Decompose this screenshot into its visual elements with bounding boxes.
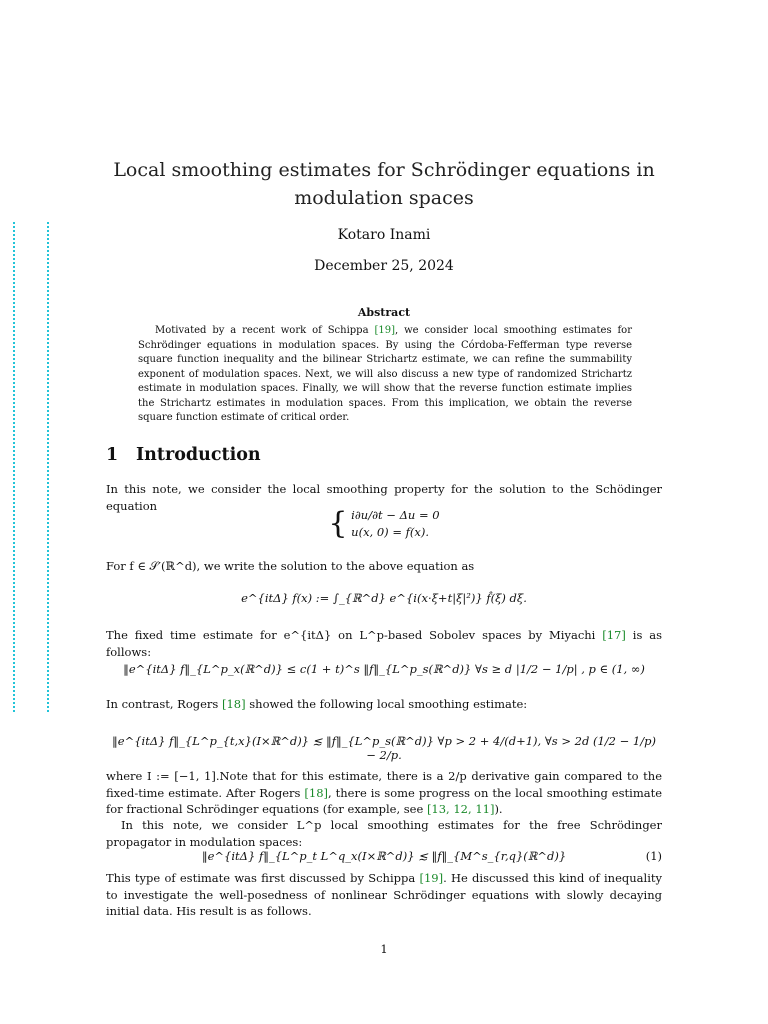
citation-link[interactable]: [13, 12, 11] — [426, 802, 495, 816]
paragraph-modulation: In this note, we consider L^p local smoothing estimates for the free Schrödinger propagator in modulation spaces: — [106, 818, 662, 849]
p5-text-c: ). — [494, 802, 503, 816]
section-number: 1 — [106, 445, 119, 465]
p4-text-a: In contrast, Rogers — [106, 697, 222, 711]
paragraph-progress — [106, 768, 662, 818]
equation-number: (1) — [645, 849, 662, 863]
citation-link[interactable]: [18] — [222, 697, 246, 711]
p3-text-b: is as follows: — [106, 628, 662, 659]
paper-title — [110, 156, 658, 212]
paragraph-rogers — [106, 696, 662, 713]
equation-cases — [106, 506, 662, 541]
paragraph-intro: In this note, we consider the local smoothing property for the solution to the Schödinger equation — [106, 482, 662, 513]
brace: { — [328, 506, 348, 541]
citation-link[interactable]: [19] — [374, 325, 395, 336]
citation-link[interactable]: [17] — [602, 628, 626, 642]
equation-main-body: ‖e^{itΔ} f‖_{L^p_t L^q_x(I×ℝ^d)} ≲ ‖f‖_{M^s_{r,q}(ℝ^d)} — [201, 849, 567, 863]
paragraph-fixed-time — [106, 627, 662, 660]
p3-text-a: The fixed time estimate for e^{itΔ} on L^p-based Sobolev spaces by Miyachi — [106, 628, 603, 642]
case-1: i∂u/∂t − Δu = 0 — [351, 507, 440, 522]
abstract-text-a: Motivated by a recent work of Schippa — [155, 325, 375, 336]
abstract-text-b: , we consider local smoothing estimates for Schrödinger equations in modulation spaces. By using the Córdoba-Fefferman type reverse square function inequality and the bilinear Strichartz estimate, we can refine the summability exponent of modulation spaces. Next, we will also discuss a new type of randomized Strichartz estimate in modulation spaces. Finally, we will show that the reverse function estimate implies the Strichartz estimates in modulation spaces. From this implication, we obtain the reverse square function estimate of critical order. — [138, 325, 632, 423]
section-heading — [106, 445, 261, 465]
p7-text-b: . He discussed this kind of inequality to investigate the well-posedness of nonlinear Schrödinger equations with slowly decaying initial data. His result is as follows. — [106, 871, 662, 918]
equation-main — [106, 849, 662, 863]
equation-solution: e^{itΔ} f(x) := ∫_{ℝ^d} e^{i(x·ξ+t|ξ|²)} f̂(ξ) dξ. — [241, 591, 527, 605]
citation-link[interactable]: [19] — [419, 871, 444, 885]
p7-text-a: This type of estimate was first discussed by Schippa — [106, 871, 420, 885]
citation-link[interactable]: [18] — [304, 785, 329, 800]
equation-fixed-time: ‖e^{itΔ} f‖_{L^p_x(ℝ^d)} ≤ c(1 + t)^s ‖f‖_{L^p_s(ℝ^d)} ∀s ≥ d |1/2 − 1/p| , p ∈ (1, ∞) — [123, 662, 645, 676]
abstract-body — [138, 324, 632, 426]
title-line-1: Local smoothing estimates for Schrödinger equations in — [113, 159, 655, 181]
margin-selection-marker — [13, 222, 49, 712]
abstract-heading: Abstract — [357, 306, 411, 319]
author: Kotaro Inami — [337, 227, 431, 243]
cases-block — [351, 507, 439, 541]
date: December 25, 2024 — [314, 258, 454, 274]
p5-text-a: where I := [−1, 1].Note that for this estimate, there is a 2/p derivative gain compared to the fixed-time estimate. After Rogers — [106, 769, 662, 800]
paragraph-solution: For f ∈ 𝒮′(ℝ^d), we write the solution to the above equation as — [106, 559, 475, 573]
case-2: u(x, 0) = f(x). — [351, 524, 429, 539]
p4-text-b: showed the following local smoothing estimate: — [245, 697, 528, 711]
section-title: Introduction — [136, 445, 261, 465]
page-number: 1 — [380, 942, 388, 956]
p5-text-b: , there is some progress on the local smoothing estimate for fractional Schrödinger equations (for example, see — [106, 785, 663, 816]
title-line-2: modulation spaces — [294, 187, 474, 209]
equation-rogers: ‖e^{itΔ} f‖_{L^p_{t,x}(I×ℝ^d)} ≲ ‖f‖_{L^p_s(ℝ^d)} ∀p > 2 + 4/(d+1), ∀s > 2d (1/2 − 1/p) − 2/p. — [112, 734, 656, 762]
paragraph-schippa — [106, 870, 662, 920]
